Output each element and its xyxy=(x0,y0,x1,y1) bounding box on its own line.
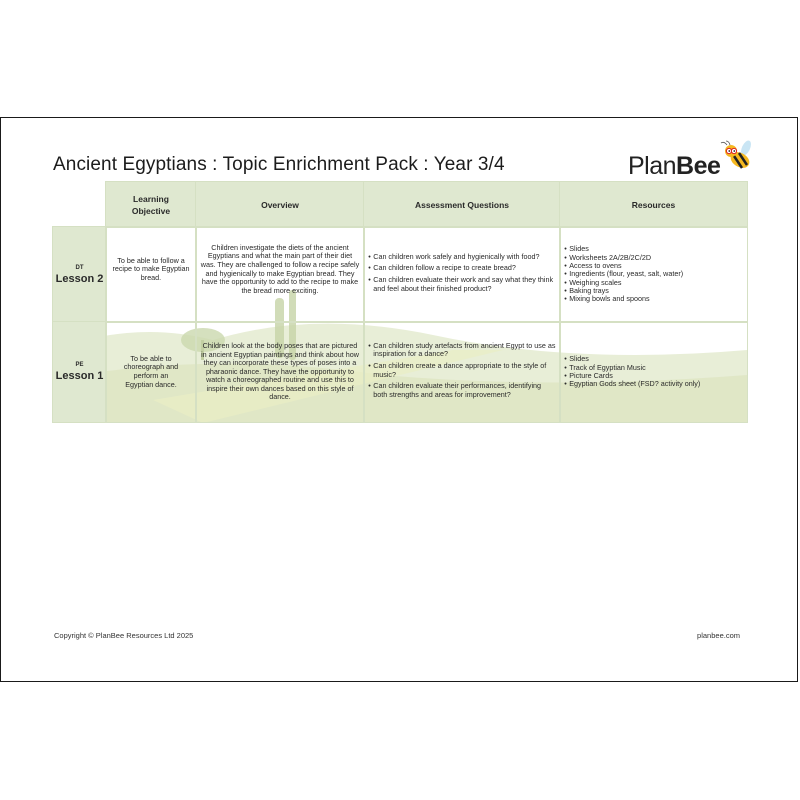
logo-wordmark: PlanBee xyxy=(628,152,721,180)
lesson-label: Lesson 2 xyxy=(55,272,104,285)
resource-item: • Access to ovens xyxy=(564,262,683,270)
assessment-question: • Can children evaluate their performances, identifying both strengths and areas for improvement? xyxy=(368,382,556,399)
assessment-question: • Can children create a dance appropriate to the style of music? xyxy=(368,362,556,379)
overview-cell: Children look at the body poses that are pictured in ancient Egyptian paintings and think about how they can incorporate these types of poses into a pharaonic dance. They have the opportunity to watch a choreographed routine and use this to inspire their own dances based on this style of dance. xyxy=(195,321,365,423)
footer-copyright: Copyright © PlanBee Resources Ltd 2025 xyxy=(54,631,194,640)
resources-cell xyxy=(559,226,748,323)
header-learning-objective: Learning Objective xyxy=(105,181,197,228)
resource-item: • Baking trays xyxy=(564,287,683,295)
resource-item: • Slides xyxy=(564,355,700,363)
row-label-dt xyxy=(52,226,107,323)
assessment-question: • Can children work safely and hygienically with food? xyxy=(368,253,556,262)
assessment-question: • Can children study artefacts from ancient Egypt to use as inspiration for a dance? xyxy=(368,342,556,359)
footer-website[interactable]: planbee.com xyxy=(697,631,740,640)
learning-objective-cell: To be able to follow a recipe to make Egyptian bread. xyxy=(105,226,197,323)
resource-item: • Ingredients (flour, yeast, salt, water) xyxy=(564,270,683,278)
row-label-pe xyxy=(52,321,107,423)
table-corner xyxy=(52,181,107,228)
page-title: Ancient Egyptians : Topic Enrichment Pack : Year 3/4 xyxy=(53,154,505,175)
resource-item: • Mixing bowls and spoons xyxy=(564,295,683,303)
learning-objective-cell: To be able to choreograph and perform an Egyptian dance. xyxy=(105,321,197,423)
assessment-questions-cell xyxy=(363,321,561,423)
lesson-table xyxy=(53,182,747,423)
resource-item: • Track of Egyptian Music xyxy=(564,364,700,372)
assessment-question: • Can children evaluate their work and say what they think and feel about their finished product? xyxy=(368,276,556,293)
header-resources: Resources xyxy=(559,181,748,228)
resource-item: • Slides xyxy=(564,245,683,253)
resource-item: • Picture Cards xyxy=(564,372,700,380)
resources-cell xyxy=(559,321,748,423)
assessment-question: • Can children follow a recipe to create bread? xyxy=(368,264,556,273)
subject-label: PE xyxy=(75,362,84,368)
subject-label: DT xyxy=(75,264,84,271)
bee-mascot-icon xyxy=(720,140,754,172)
header-assessment-questions: Assessment Questions xyxy=(363,181,561,228)
resource-item: • Egyptian Gods sheet (FSD? activity only) xyxy=(564,380,700,388)
header-overview: Overview xyxy=(195,181,365,228)
planbee-logo xyxy=(628,140,753,182)
resource-item: • Worksheets 2A/2B/2C/2D xyxy=(564,254,683,262)
lesson-label: Lesson 1 xyxy=(55,370,104,382)
overview-cell: Children investigate the diets of the ancient Egyptians and what the main part of their diet was. They are challenged to follow a recipe safely and hygienically to make Egyptian bread. They have the opportunity to add to the recipe to make the bread more exciting. xyxy=(195,226,365,323)
assessment-questions-cell xyxy=(363,226,561,323)
resource-item: • Weighing scales xyxy=(564,279,683,287)
